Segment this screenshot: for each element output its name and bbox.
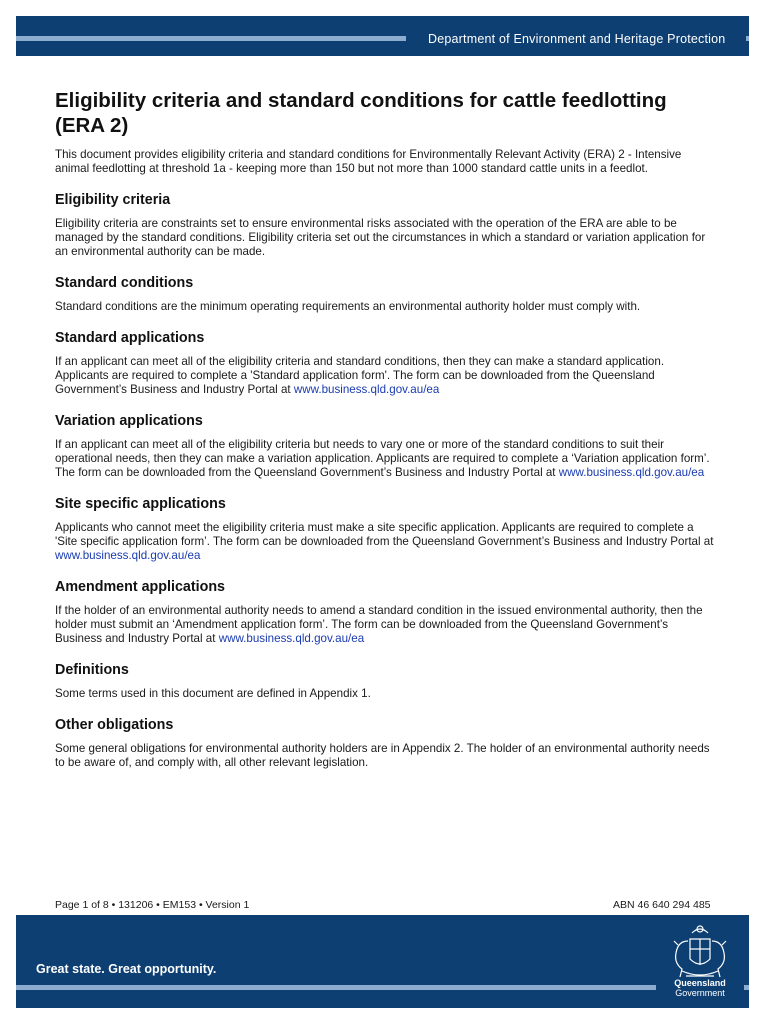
section-heading-variation-applications: Variation applications — [55, 413, 203, 429]
section-body-site-specific-applications: Applicants who cannot meet the eligibility criteria must make a site specific application. Applicants are required to complete a 'Site specific application form’. The form can be downloaded from the Queensland Government’s Business and Industry Portal at — [55, 521, 714, 548]
document-title: Eligibility criteria and standard conditions for cattle feedlotting (ERA 2) — [55, 89, 667, 137]
department-name: Department of Environment and Heritage Protection — [428, 32, 726, 46]
header-banner — [16, 16, 749, 56]
tagline: Great state. Great opportunity. — [36, 962, 217, 976]
page-info: Page 1 of 8 • 131206 • EM153 • Version 1 — [55, 899, 250, 911]
section-body-definitions: Some terms used in this document are defined in Appendix 1. — [55, 687, 371, 700]
section-paragraph-standard-applications — [55, 355, 715, 397]
section-heading-standard-applications: Standard applications — [55, 330, 205, 346]
section-paragraph-variation-applications — [55, 438, 715, 480]
section-heading-site-specific-applications: Site specific applications — [55, 496, 226, 512]
crest-label-government: Government — [675, 988, 725, 998]
abn-number: ABN 46 640 294 485 — [613, 899, 711, 911]
section-heading-standard-conditions: Standard conditions — [55, 275, 194, 291]
business-portal-link[interactable]: www.business.qld.gov.au/ea — [293, 383, 440, 396]
section-heading-eligibility-criteria: Eligibility criteria — [55, 192, 171, 208]
section-body-eligibility-criteria: Eligibility criteria are constraints set to ensure environmental risks associated with the operation of the ERA are able to be managed by the standard conditions. Eligibility criteria set out the circumstances in which a standard or variation application for an environmental authority can be made. — [55, 217, 706, 258]
section-paragraph-site-specific-applications — [55, 521, 715, 563]
business-portal-link[interactable]: www.business.qld.gov.au/ea — [558, 466, 705, 479]
business-portal-link[interactable]: www.business.qld.gov.au/ea — [55, 549, 201, 562]
footer-stripe — [16, 985, 656, 990]
section-body-standard-conditions: Standard conditions are the minimum operating requirements an environmental authority holder must comply with. — [55, 300, 641, 313]
section-heading-other-obligations: Other obligations — [55, 717, 174, 733]
footer-stripe-end — [744, 985, 749, 990]
section-heading-amendment-applications: Amendment applications — [55, 579, 225, 595]
section-body-standard-applications: If an applicant can meet all of the eligibility criteria and standard conditions, then they can make a standard application. Applicants are required to complete a 'Standard application form'. The form can be downloaded from the Queensland Government’s Business and Industry Portal at — [55, 355, 665, 396]
section-body-amendment-applications: If the holder of an environmental authority needs to amend a standard condition in the issued environmental authority, then the holder must submit an ‘Amendment application form’. The form can be downloaded from the Queensland Government’s Business and Industry Portal at — [55, 604, 703, 645]
intro-paragraph: This document provides eligibility criteria and standard conditions for Environmentally Relevant Activity (ERA) 2 - Intensive animal feedlotting at threshold 1a - keeping more than 150 but not more than 1000 standard cattle units in a feedlot. — [55, 148, 682, 175]
business-portal-link[interactable]: www.business.qld.gov.au/ea — [218, 632, 365, 645]
section-body-other-obligations: Some general obligations for environmental authority holders are in Appendix 2. The holder of an environmental authority needs to be aware of, and comply with, all other relevant legislation. — [55, 742, 710, 769]
footer-banner — [16, 915, 749, 1008]
section-paragraph-amendment-applications — [55, 604, 715, 646]
document-body — [55, 88, 715, 770]
crest-label-queensland: Queensland — [674, 978, 726, 988]
section-heading-definitions: Definitions — [55, 662, 129, 678]
header-stripe — [16, 36, 406, 41]
header-stripe-end — [746, 36, 749, 41]
section-body-variation-applications: If an applicant can meet all of the eligibility criteria but needs to vary one or more of the standard conditions to suit their operational needs, then they can make a variation application. Applicants are required to complete a ‘Variation application form’. The form can be downloaded from the Queensland Government’s Business and Industry Portal at — [55, 438, 710, 479]
